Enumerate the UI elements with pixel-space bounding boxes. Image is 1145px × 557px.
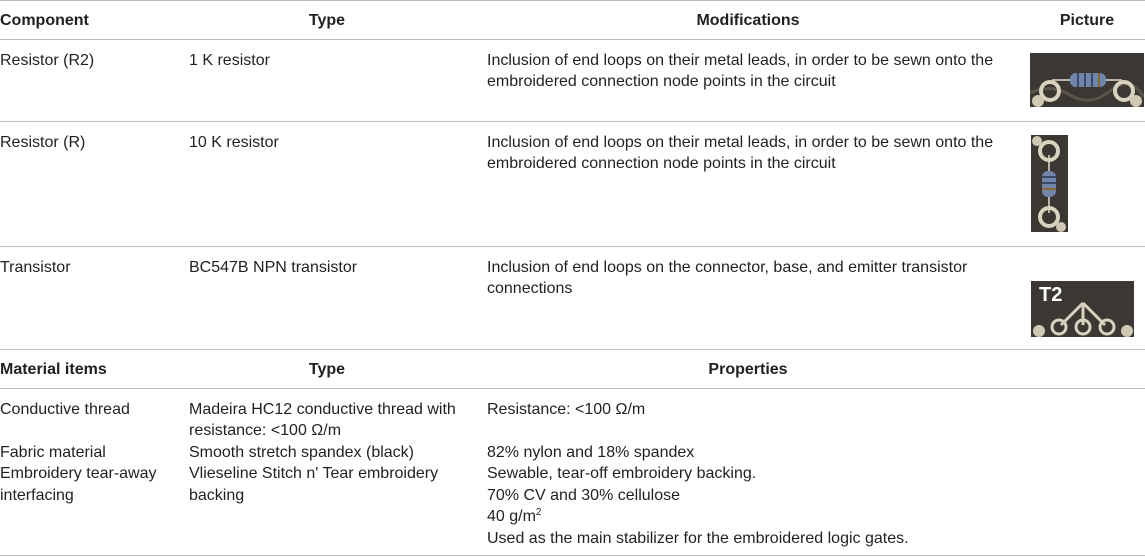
resistor-photo: [1031, 135, 1068, 232]
modification-line: connections: [487, 280, 573, 297]
material-property-line: Sewable, tear-off embroidery backing.: [487, 465, 757, 482]
rule-bottom: [0, 555, 1145, 556]
component-type: 1 K resistor: [189, 52, 270, 69]
material-property-line: 82% nylon and 18% spandex: [487, 444, 695, 461]
modification-line: embroidered connection node points in the circuit: [487, 155, 836, 172]
modification-line: embroidered connection node points in the circuit: [487, 73, 836, 90]
resistor-horizontal-icon: [1030, 53, 1144, 107]
rule-header: [0, 39, 1145, 40]
material-property-line: Resistance: <100 Ω/m: [487, 401, 646, 418]
material-item: interfacing: [0, 487, 74, 504]
rule-material-header: [0, 388, 1145, 389]
header-properties: Properties: [708, 361, 788, 378]
component-name: Resistor (R2): [0, 52, 95, 69]
material-type-line: Madeira HC12 conductive thread with: [189, 401, 456, 418]
header-material-type: Type: [308, 361, 346, 378]
modification-line: Inclusion of end loops on their metal leads, in order to be sewn onto the: [487, 134, 994, 151]
header-picture: Picture: [1059, 12, 1115, 29]
material-property-line: [487, 506, 541, 527]
rule-row-3: [0, 349, 1145, 350]
resistor-vertical-icon: [1031, 135, 1068, 232]
modification-line: Inclusion of end loops on their metal leads, in order to be sewn onto the: [487, 52, 994, 69]
component-type: 10 K resistor: [189, 134, 279, 151]
material-item: Fabric material: [0, 444, 106, 461]
rule-top: [0, 0, 1145, 1]
material-item: Conductive thread: [0, 401, 130, 418]
material-item: Embroidery tear-away: [0, 465, 157, 482]
resistor-photo: [1030, 53, 1144, 107]
rule-row-2: [0, 246, 1145, 247]
component-name: Transistor: [0, 259, 71, 276]
component-type: BC547B NPN transistor: [189, 259, 358, 276]
transistor-label: T2: [1039, 284, 1063, 306]
component-name: Resistor (R): [0, 134, 86, 151]
material-type-line: backing: [189, 487, 245, 504]
material-property-value: 40 g/m: [487, 508, 536, 525]
material-property-line: 70% CV and 30% cellulose: [487, 487, 681, 504]
header-type: Type: [308, 12, 346, 29]
header-material-items: Material items: [0, 361, 107, 378]
superscript: 2: [535, 507, 542, 518]
material-type-line: Smooth stretch spandex (black): [189, 444, 414, 461]
modification-line: Inclusion of end loops on the connector, base, and emitter transistor: [487, 259, 968, 276]
header-component: Component: [0, 12, 89, 29]
material-type-line: Vlieseline Stitch n' Tear embroidery: [189, 465, 439, 482]
header-modifications: Modifications: [696, 12, 800, 29]
material-property-line: Used as the main stabilizer for the embroidered logic gates.: [487, 530, 909, 547]
transistor-photo: [1031, 281, 1134, 337]
rule-row-1: [0, 121, 1145, 122]
material-type-line: resistance: <100 Ω/m: [189, 422, 342, 439]
